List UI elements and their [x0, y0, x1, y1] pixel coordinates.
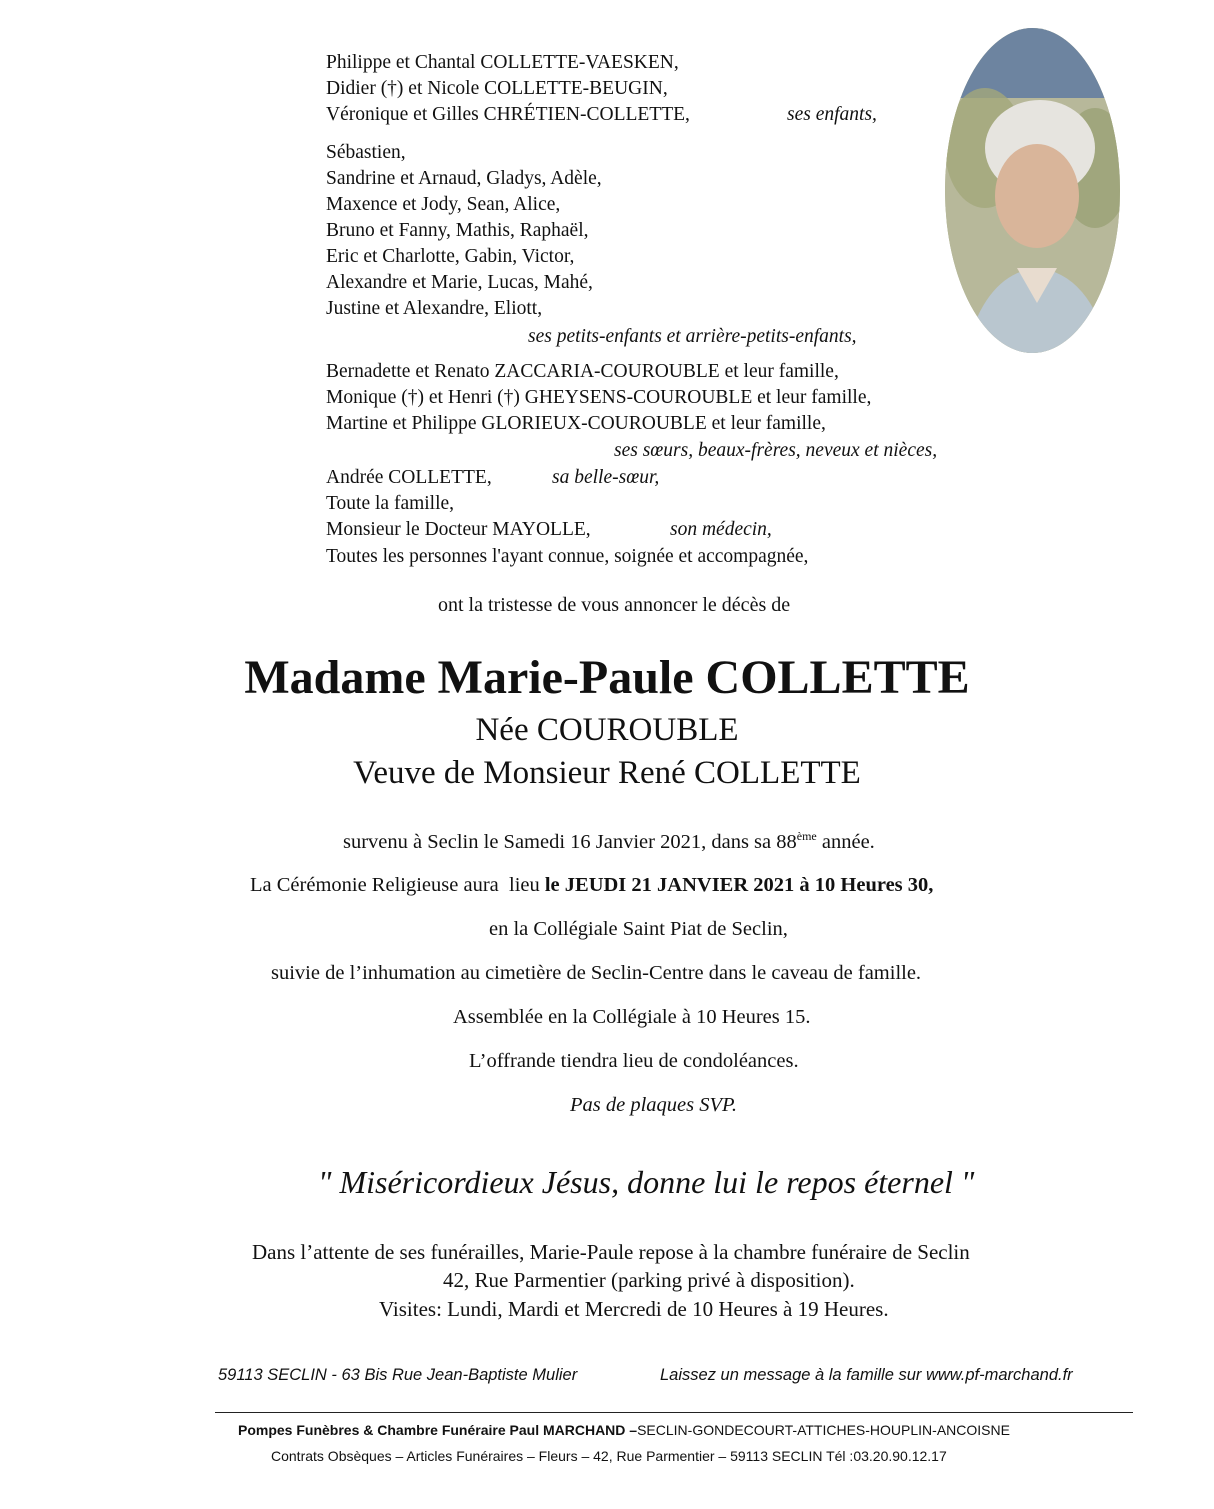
ceremony-text: La Cérémonie Religieuse aura lieu — [250, 874, 545, 896]
grandchild-line: Justine et Alexandre, Eliott, — [326, 298, 543, 319]
death-superscript: ème — [796, 829, 817, 843]
place-line: en la Collégiale Saint Piat de Seclin, — [489, 918, 788, 940]
siblings-role: ses sœurs, beaux-frères, neveux et nièces, — [614, 440, 938, 461]
rest-line-2: 42, Rue Parmentier (parking privé à disposition). — [443, 1268, 855, 1292]
widow-line: Veuve de Monsieur René COLLETTE — [353, 755, 861, 791]
footer-divider — [215, 1412, 1133, 1413]
death-text: survenu à Seclin le Samedi 16 Janvier 2021, dans sa 88 — [343, 830, 797, 853]
deceased-portrait — [945, 28, 1120, 353]
siblings-list — [326, 359, 871, 437]
offering-line: L’offrande tiendra lieu de condoléances. — [469, 1050, 799, 1072]
portrait-image — [945, 28, 1120, 353]
rest-line-1: Dans l’attente de ses funérailles, Marie-Paule repose à la chambre funéraire de Seclin — [252, 1240, 970, 1264]
rest-line-3: Visites: Lundi, Mardi et Mercredi de 10 Heures à 19 Heures. — [379, 1297, 889, 1321]
death-text-end: année. — [816, 830, 875, 853]
ceremony-date: le JEUDI 21 JANVIER 2021 à 10 Heures 30, — [544, 874, 934, 896]
grandchildren-list — [326, 140, 602, 322]
company-towns: SECLIN-GONDECOURT-ATTICHES-HOUPLIN-ANCOISNE — [637, 1422, 1010, 1438]
deceased-name: Madame Marie-Paule COLLETTE — [244, 651, 970, 704]
children-list — [326, 50, 690, 128]
footer-services: Contrats Obsèques – Articles Funéraires – Fleurs – 42, Rue Parmentier – 59113 SECLIN Tél :03.20.90.12.17 — [271, 1448, 947, 1464]
grandchild-line: Sébastien, — [326, 142, 406, 163]
footer-website[interactable]: Laissez un message à la famille sur www.pf-marchand.fr — [660, 1366, 1073, 1384]
sibling-line: Monique (†) et Henri (†) GHEYSENS-COUROUBLE et leur famille, — [326, 387, 872, 408]
no-plaques-line: Pas de plaques SVP. — [570, 1094, 738, 1116]
grandchild-line: Sandrine et Arnaud, Gladys, Adèle, — [326, 168, 602, 189]
grandchild-line: Eric et Charlotte, Gabin, Victor, — [326, 246, 575, 267]
sister-in-law-role: sa belle-sœur, — [552, 467, 660, 488]
others-line: Toutes les personnes l'ayant connue, soignée et accompagnée, — [326, 546, 809, 567]
assembly-line: Assemblée en la Collégiale à 10 Heures 15. — [453, 1006, 811, 1028]
child-line: Véronique et Gilles CHRÉTIEN-COLLETTE, — [326, 104, 690, 125]
grandchild-line: Maxence et Jody, Sean, Alice, — [326, 194, 561, 215]
sibling-line: Bernadette et Renato ZACCARIA-COUROUBLE et leur famille, — [326, 361, 839, 382]
whole-family: Toute la famille, — [326, 493, 455, 514]
child-line: Didier (†) et Nicole COLLETTE-BEUGIN, — [326, 78, 668, 99]
prayer-quote: " Miséricordieux Jésus, donne lui le repos éternel " — [318, 1164, 975, 1200]
company-name: Pompes Funèbres & Chambre Funéraire Paul MARCHAND – — [238, 1422, 638, 1438]
burial-line: suivie de l’inhumation au cimetière de Seclin-Centre dans le caveau de famille. — [271, 962, 922, 984]
grandchild-line: Alexandre et Marie, Lucas, Mahé, — [326, 272, 593, 293]
sibling-line: Martine et Philippe GLORIEUX-COUROUBLE et leur famille, — [326, 413, 826, 434]
child-line: Philippe et Chantal COLLETTE-VAESKEN, — [326, 52, 679, 73]
children-role: ses enfants, — [787, 104, 877, 125]
grandchild-line: Bruno et Fanny, Mathis, Raphaël, — [326, 220, 589, 241]
sister-in-law: Andrée COLLETTE, — [326, 467, 492, 488]
announce-line: ont la tristesse de vous annoncer le décès de — [438, 594, 791, 616]
ceremony-line — [250, 874, 933, 897]
doctor: Monsieur le Docteur MAYOLLE, — [326, 519, 591, 540]
birth-name: Née COUROUBLE — [475, 712, 739, 748]
footer-address: 59113 SECLIN - 63 Bis Rue Jean-Baptiste Mulier — [218, 1366, 578, 1384]
death-line — [343, 829, 875, 854]
footer-company — [238, 1422, 1010, 1438]
grandchildren-role: ses petits-enfants et arrière-petits-enfants, — [528, 326, 857, 347]
doctor-role: son médecin, — [670, 519, 772, 540]
